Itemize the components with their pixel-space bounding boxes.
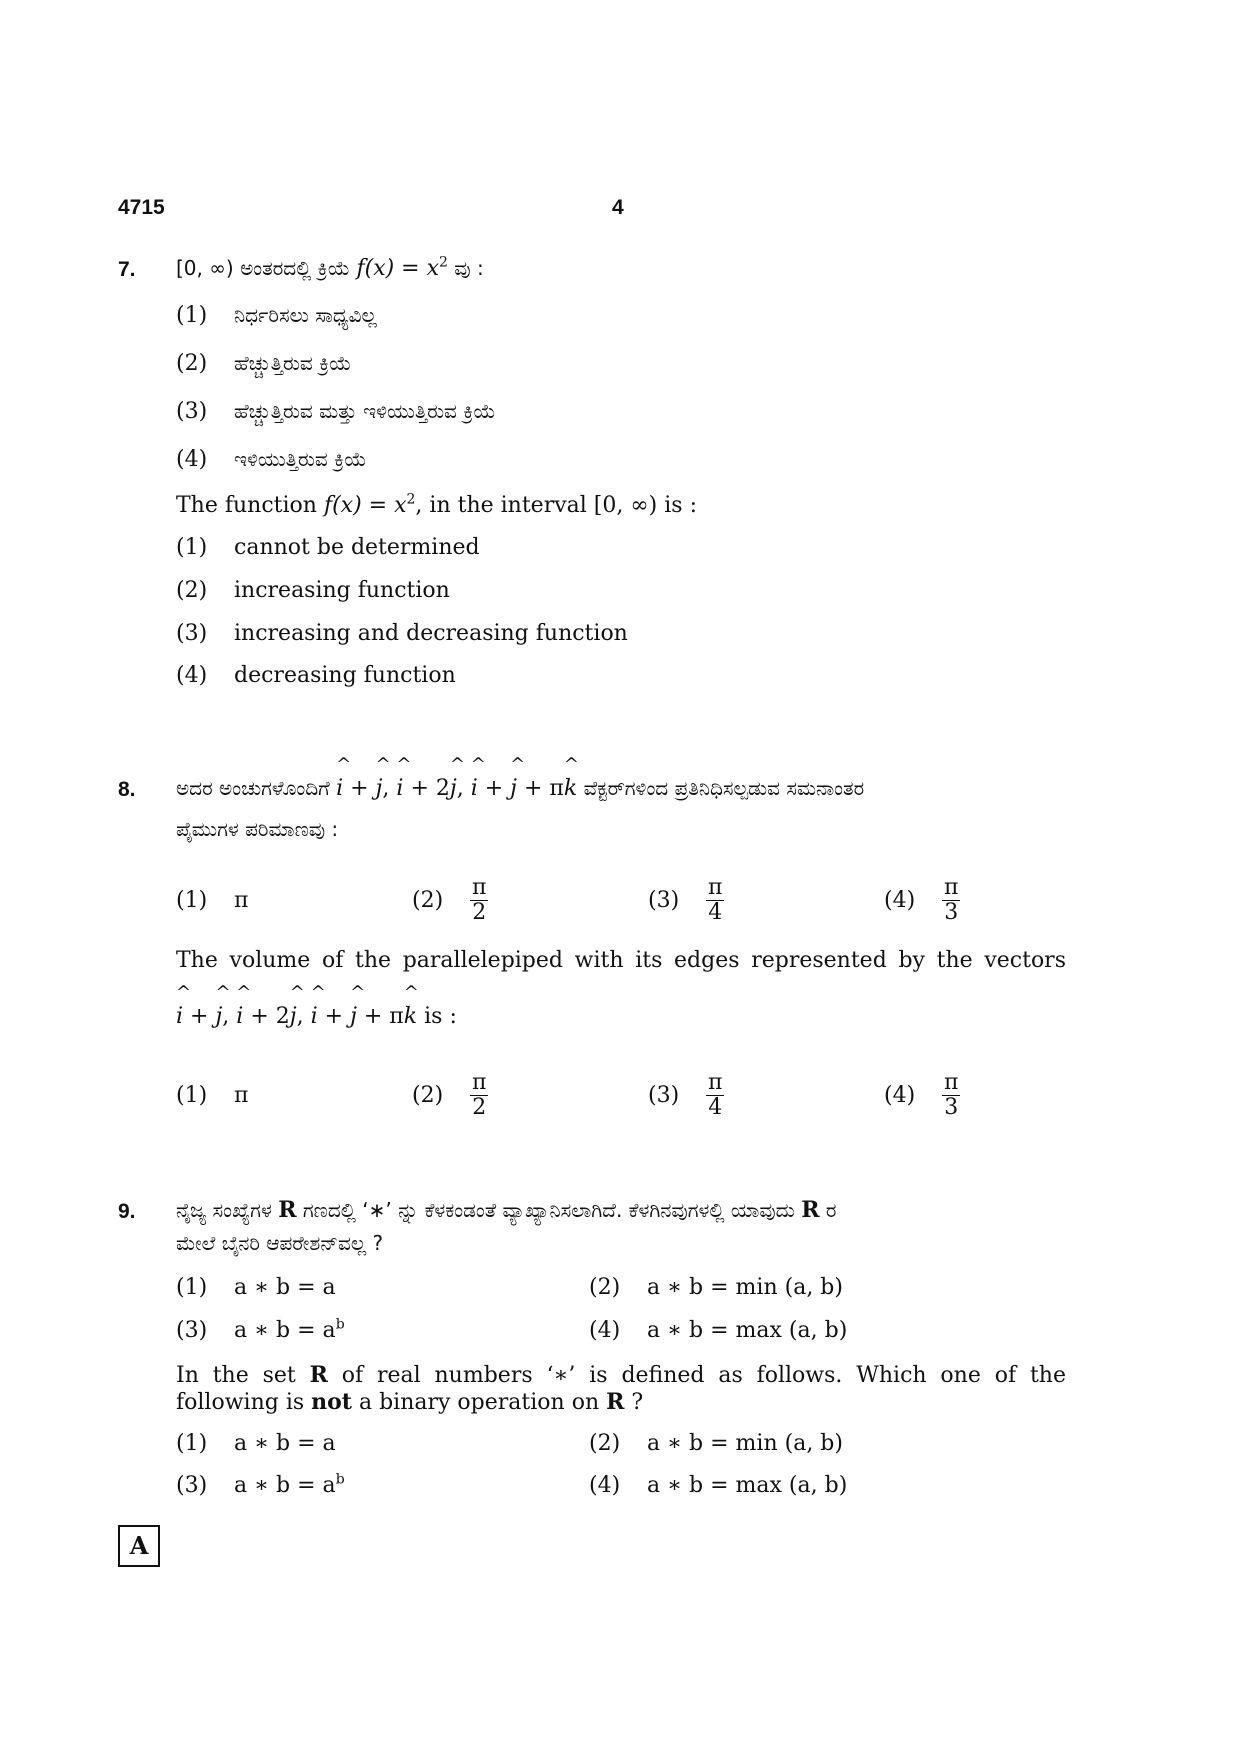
q9-number: 9. — [118, 1200, 136, 1223]
q7-en-option-2: (2) increasing function — [176, 578, 450, 603]
q7-kn-stem-b: ವು : — [447, 256, 484, 280]
q8-en-options: (1) π (2) $\frac{\pi}{2}$ (3) $\frac{\pi}{4}$ (4) $\frac{\pi}{3}$ — [176, 1070, 959, 1120]
q9-kn-options-row2: (3) a ∗ $b = a^b$ (4) a ∗ b = max (a, b) — [176, 1316, 848, 1343]
q7-kn-fx: f(x) = x — [356, 256, 440, 281]
q8-number: 8. — [118, 778, 136, 801]
q9-en-stem: In the set R of real numbers ‘∗’ is defined as follows. Which one of the — [176, 1362, 1066, 1388]
q8-kn-stem-line2: ಪೈಮುಗಳ ಪರಿಮಾಣವು : — [176, 817, 339, 841]
q9-en-options-row1: (1) a ∗ b = a (2) a ∗ b = min (a, b) — [176, 1431, 843, 1456]
q7-kn-stem — [176, 256, 484, 281]
q8-kn-stem: ಅದರ ಅಂಚುಗಳೊಂದಿಗೆ ^ i + ^ j, ^ i + 2^ j, ^ i + ^ j + π^ k ವೆಕ್ಟರ್‌ಗಳಿಂದ ಪ್ರತಿನಿಧಿಸಲ್ಪಡುವ ಸಮನಾಂತರ — [176, 776, 864, 801]
q7-kn-stem-a: [0, ∞) ಅಂತರದಲ್ಲಿ ಕ್ರಿಯೆ — [176, 256, 357, 280]
paper-code: 4715 — [118, 196, 165, 219]
q9-kn-stem-line2: ಮೇಲೆ ಬೈನರಿ ಆಪರೇಶನ್‌ವಲ್ಲ ? — [176, 1231, 384, 1255]
q8-en-stem-line2: ^ i + ^ j, ^ i + 2^ j, ^ i + ^ j + π^ k is : — [176, 1004, 457, 1029]
q7-en-option-1: (1) cannot be determined — [176, 535, 480, 560]
q7-number: 7. — [118, 258, 136, 281]
q7-kn-option-4: (4) ಇಳಿಯುತ್ತಿರುವ ಕ್ರಿಯೆ — [176, 447, 367, 472]
q7-en-option-3: (3) increasing and decreasing function — [176, 621, 628, 646]
q9-en-options-row2: (3) a ∗ $b = a^b$ (4) a ∗ b = max (a, b) — [176, 1471, 848, 1498]
q7-kn-option-2: (2) ಹೆಚ್ಚುತ್ತಿರುವ ಕ್ರಿಯೆ — [176, 351, 352, 376]
q7-kn-option-3: (3) ಹೆಚ್ಚುತ್ತಿರುವ ಮತ್ತು ಇಳಿಯುತ್ತಿರುವ ಕ್ರಿಯೆ — [176, 399, 496, 424]
page-number: 4 — [612, 196, 624, 219]
question-set-box: A — [118, 1525, 160, 1567]
q7-en-stem: The function $f(x) = x^2$, in the interval [0, ∞) is : — [176, 491, 697, 518]
q8-en-stem: The volume of the parallelepiped with its edges represented by the vectors — [176, 948, 1066, 973]
q9-kn-options-row1: (1) a ∗ b = a (2) a ∗ b = min (a, b) — [176, 1275, 843, 1300]
q7-en-option-4: (4) decreasing function — [176, 663, 456, 688]
q9-kn-stem: ನೈಜ್ಯ ಸಂಖ್ಯೆಗಳ R ಗಣದಲ್ಲಿ ‘∗’ ನ್ನು ಕೆಳಕಂಡಂತೆ ವ್ಯಾಖ್ಯಾನಿಸಲಾಗಿದೆ. ಕೆಳಗಿನವುಗಳಲ್ಲಿ ಯಾವುದು R ರ — [176, 1197, 837, 1223]
q7-kn-option-1: (1) ನಿರ್ಧರಿಸಲು ಸಾಧ್ಯವಿಲ್ಲ — [176, 303, 377, 328]
q8-kn-options: (1) π (2) $\frac{\pi}{2}$ (3) $\frac{\pi}{4}$ (4) $\frac{\pi}{3}$ — [176, 875, 959, 925]
q9-en-stem-line2: following is not a binary operation on R ? — [176, 1389, 644, 1415]
q7-kn-exp: 2 — [439, 254, 448, 271]
